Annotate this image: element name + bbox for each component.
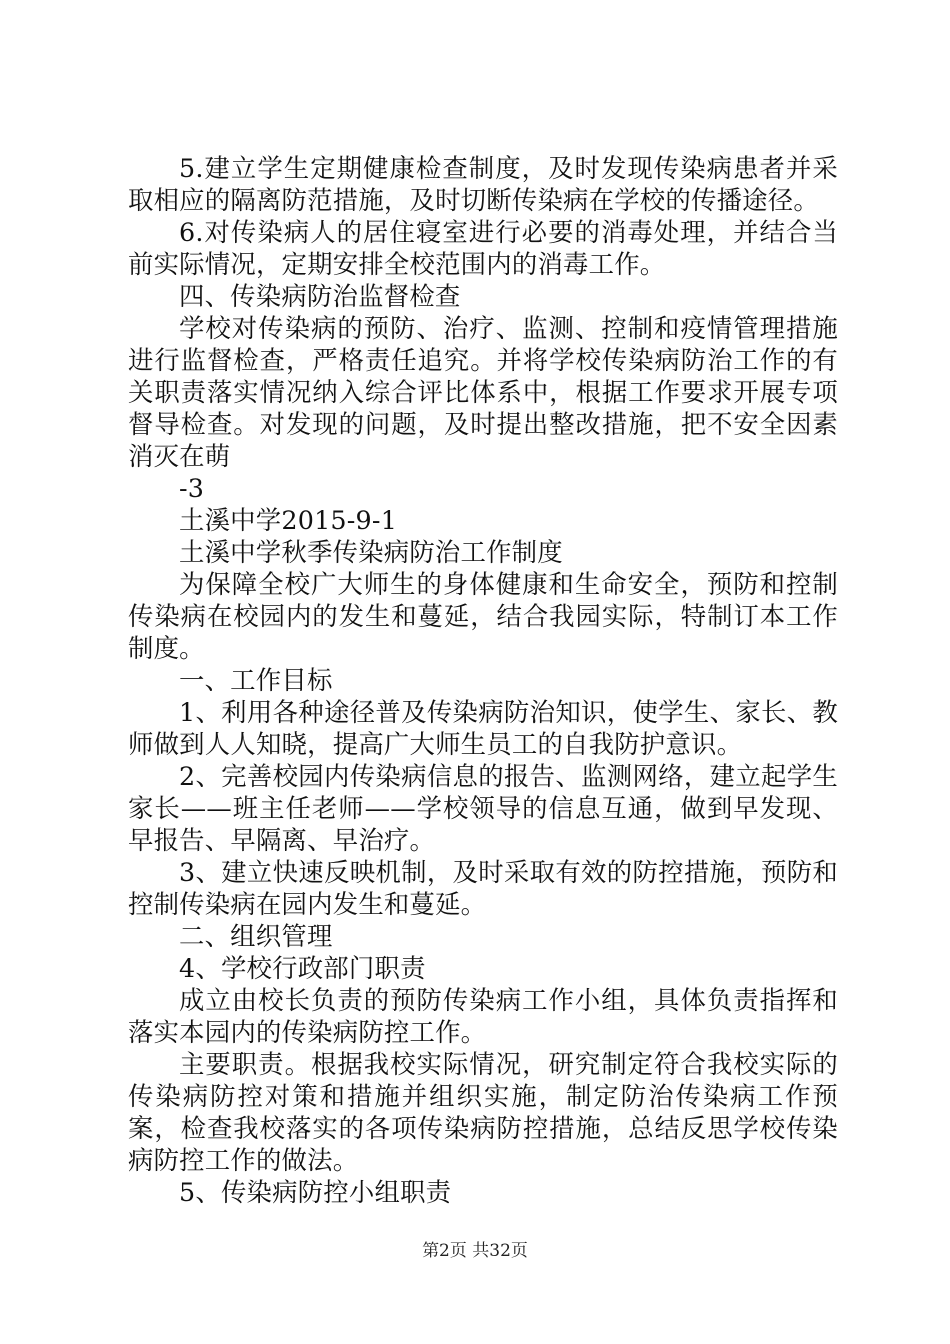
page-footer: 第2页 共32页 [422, 1241, 528, 1261]
document-title: 土溪中学秋季传染病防治工作制度 [179, 537, 563, 567]
paragraph-main-duties: 主要职责。根据我校实际情况，研究制定符合我校实际的传染病防控对策和措施并组织实施，制定防治传染病工作预案，检查我校落实的各项传染病防控措施，总结反思学校传染病防控工作的做法。 [128, 1049, 838, 1175]
list-item-goal-2: 2、完善校园内传染病信息的报告、监测网络，建立起学生家长——班主任老师——学校领导的信息互通，做到早发现、早报告、早隔离、早治疗。 [128, 761, 838, 855]
subheading-admin-duties: 4、学校行政部门职责 [179, 953, 426, 983]
paragraph-supervision: 学校对传染病的预防、治疗、监测、控制和疫情管理措施进行监督检查，严格责任追究。并将学校传染病防治工作的有关职责落实情况纳入综合评比体系中，根据工作要求开展专项督导检查。对发现的问题，及时提出整改措施，把不安全因素消灭在萌 [128, 313, 838, 471]
paragraph-working-group: 成立由校长负责的预防传染病工作小组，具体负责指挥和落实本园内的传染病防控工作。 [128, 985, 838, 1047]
section-heading-organization: 二、组织管理 [179, 921, 333, 951]
subheading-control-group-duties: 5、传染病防控小组职责 [179, 1177, 452, 1207]
list-item-goal-1: 1、利用各种途径普及传染病防治知识，使学生、家长、教师做到人人知晓，提高广大师生员工的自我防护意识。 [128, 697, 838, 759]
paragraph-health-check: 5.建立学生定期健康检查制度，及时发现传染病患者并采取相应的隔离防范措施，及时切断传染病在学校的传播途径。 [128, 153, 838, 215]
list-item-goal-3: 3、建立快速反映机制，及时采取有效的防控措施，预防和控制传染病在园内发生和蔓延。 [128, 857, 838, 919]
paragraph-intro: 为保障全校广大师生的身体健康和生命安全，预防和控制传染病在校园内的发生和蔓延，结合我园实际，特制订本工作制度。 [128, 569, 838, 663]
section-heading-supervision: 四、传染病防治监督检查 [179, 281, 461, 311]
page-marker: -3 [179, 473, 205, 503]
section-heading-goals: 一、工作目标 [179, 665, 333, 695]
document-body [128, 152, 838, 1208]
school-date-line: 土溪中学2015-9-1 [179, 505, 398, 535]
paragraph-disinfection: 6.对传染病人的居住寝室进行必要的消毒处理，并结合当前实际情况，定期安排全校范围内的消毒工作。 [128, 217, 838, 279]
